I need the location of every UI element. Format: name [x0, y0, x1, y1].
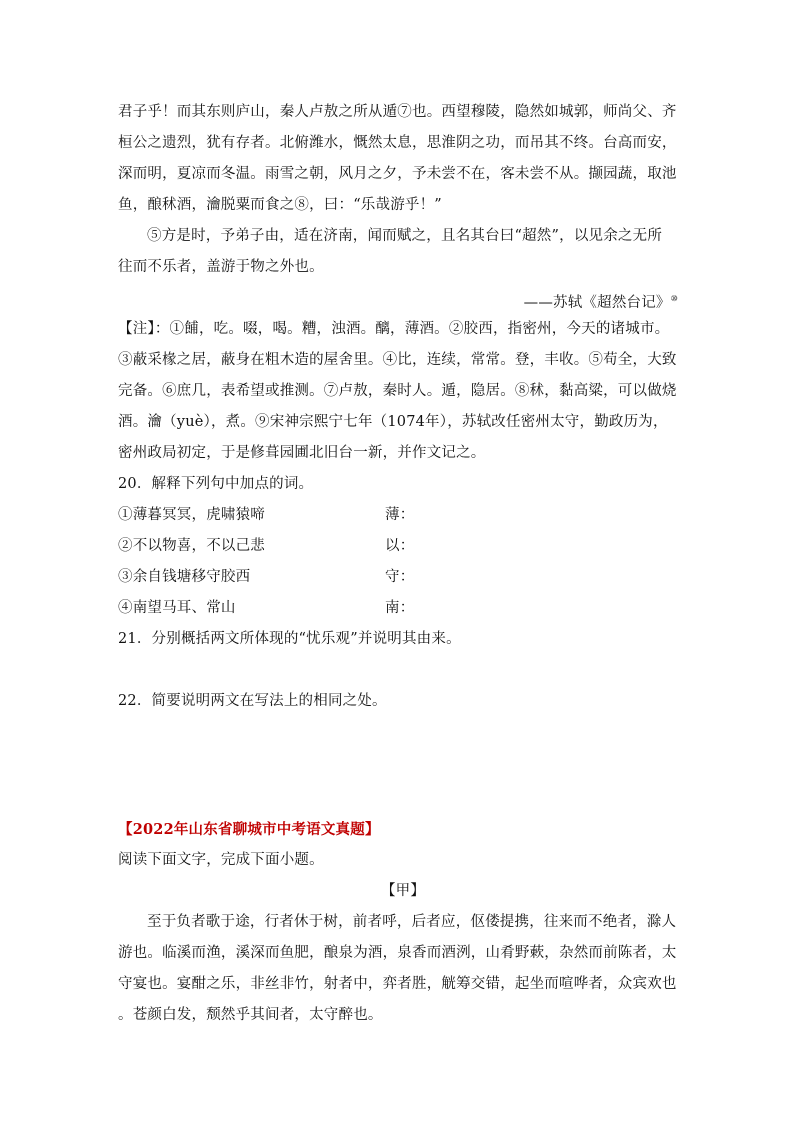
question-20-item: [118, 562, 678, 593]
passage-line: 君子乎！而其东则庐山，秦人卢敖之所从遁⑦也。西望穆陵，隐然如城郭，师尚父、齐: [118, 104, 677, 120]
question-20-item: [118, 593, 678, 624]
note-line: 酒。瀹（yuè），煮。⑨宋神宗熙宁七年（1074年），苏轼改任密州太守，勤政历为，: [118, 414, 668, 430]
attribution-text: ——苏轼《超然台记》: [523, 294, 671, 311]
answer-label: 薄：: [385, 507, 415, 523]
note-line: 【注】：①餔，吃。啜，喝。糟，浊酒。醨，薄酒。②胶西，指密州，今天的诸城市。: [118, 321, 670, 337]
question-22: 22．简要说明两文在写法上的相同之处。: [118, 693, 387, 709]
item-text: ③余自钱塘移守胶西: [118, 569, 251, 585]
answer-label: 南：: [385, 600, 415, 616]
jia-line: 至于负者歌于途，行者休于树，前者呼，后者应，伛偻提携，往来而不绝者，滁人: [147, 914, 677, 930]
passage-line: 桓公之遗烈，犹有存者。北俯潍水，慨然太息，思淮阴之功，而吊其不终。台高而安，: [118, 135, 677, 151]
jia-line: 。苍颜白发，颓然乎其间者，太守醉也。: [118, 1007, 383, 1023]
question-21: 21．分别概括两文所体现的“忧乐观”并说明其由来。: [118, 631, 461, 647]
note-line: 完备。⑥庶几，表希望或推测。⑦卢敖，秦时人。遁，隐居。⑧秫，黏高粱，可以做烧: [118, 383, 677, 399]
note-line: 密州政局初定，于是修葺园圃北旧台一新，并作文记之。: [118, 445, 486, 461]
question-20-item: [118, 531, 678, 562]
document-page: [118, 97, 678, 1031]
item-text: ①薄暮冥冥，虎啸猿啼: [118, 507, 265, 523]
answer-space: [118, 717, 678, 814]
answer-space: [118, 655, 678, 686]
note-line: ③蔽采椽之居，蔽身在粗木造的屋舍里。④比，连续，常常。登，丰收。⑤苟全，大致: [118, 352, 677, 368]
question-20-stem: 20．解释下列句中加点的词。: [118, 476, 314, 492]
item-text: ④南望马耳、常山: [118, 600, 236, 616]
passage-line: 深而明，夏凉而冬温。雨雪之朝，风月之夕，予未尝不在，客未尝不从。撷园蔬，取池: [118, 166, 677, 182]
answer-label: 以：: [385, 538, 415, 554]
answer-label: 守：: [385, 569, 415, 585]
attribution-footnote-mark: ⑩: [670, 294, 678, 303]
exam-source-heading: 【2022年山东省聊城市中考语文真题】: [118, 821, 380, 838]
jia-line: 游也。临溪而渔，溪深而鱼肥，酿泉为酒，泉香而酒洌，山肴野蔌，杂然而前陈者，太: [118, 945, 677, 961]
question-20-item: [118, 500, 678, 531]
jia-line: 守宴也。宴酣之乐，非丝非竹，射者中，弈者胜，觥筹交错，起坐而喧哗者，众宾欢也: [118, 976, 677, 992]
attribution: [118, 283, 678, 314]
section-heading-jia: 【甲】: [380, 883, 426, 899]
passage-line: ⑤方是时，予弟子由，适在济南，闻而赋之，且名其台曰“超然”，以见余之无所: [147, 228, 663, 244]
instruction: 阅读下面文字，完成下面小题。: [118, 852, 324, 868]
item-text: ②不以物喜，不以己悲: [118, 538, 265, 554]
passage-line: 往而不乐者，盖游于物之外也。: [118, 259, 324, 275]
passage-line: 鱼，酿秫酒，瀹脱粟而食之⑧，曰：“乐哉游乎！”: [118, 197, 442, 213]
